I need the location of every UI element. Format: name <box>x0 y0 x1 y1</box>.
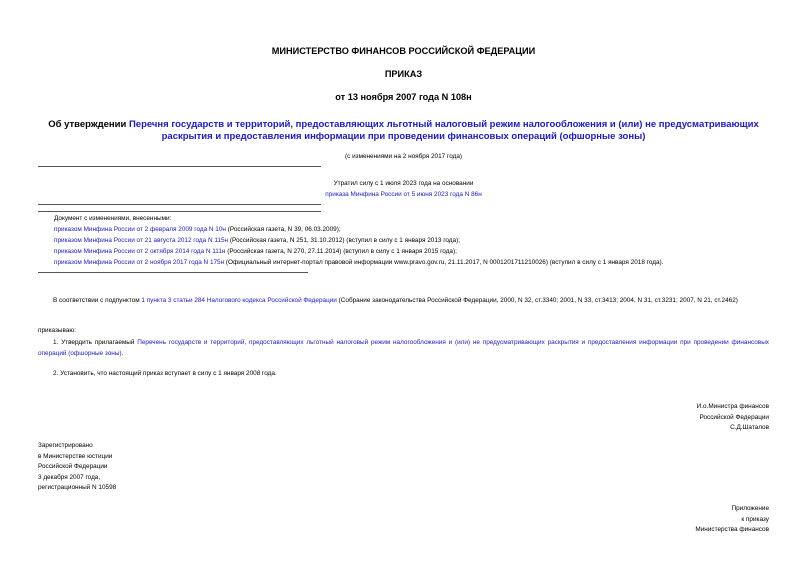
amendment-link[interactable]: приказом Минфина России от 21 августа 2012 года N 115н <box>54 237 229 244</box>
preamble-start: В соответствии с подпунктом <box>53 297 142 304</box>
amendment-link[interactable]: приказом Минфина России от 2 ноября 2017 года N 175н <box>54 259 225 266</box>
signature-block <box>697 402 769 434</box>
item1-start: 1. Утвердить прилагаемый <box>53 339 138 346</box>
registration-line: Российской Федерации <box>38 463 108 470</box>
divider <box>38 166 321 167</box>
amendment-text: (Российская газета, N 270, 27.11.2014) (вступил в силу с 1 января 2015 года); <box>225 248 457 255</box>
item1-end: . <box>121 349 124 357</box>
amendment-link[interactable]: приказом Минфина России от 2 октября 2014 года N 111н <box>54 248 226 255</box>
title-link[interactable]: Перечня государств и территорий, предоставляющих льготный налоговый режим налогообложения и (или) не предусматривающих раскрытия и предоставления информации при проведении финансовых операций (офшорные зоны) <box>128 119 759 142</box>
amendments-intro: Документ с изменениями, внесенными: <box>54 215 172 222</box>
registration-line: 3 декабря 2007 года, <box>38 473 101 481</box>
amendment-item <box>54 247 457 257</box>
void-notice-text: Утратил силу с 1 июля 2023 года на основании <box>333 180 474 187</box>
doc-type-heading: ПРИКАЗ <box>384 69 423 79</box>
tax-code-link[interactable]: 1 пункта 3 статьи 284 Налогового кодекса Российской Федерации <box>141 297 337 304</box>
title-prefix: Об утверждении <box>48 119 129 130</box>
appendix-line: к приказу <box>741 515 769 523</box>
amendment-item <box>54 236 460 246</box>
amendment-link[interactable]: приказом Минфина России от 2 февраля 2009 года N 10н <box>54 226 226 233</box>
registration-block <box>38 441 116 494</box>
signature-line: И.о.Министра финансов <box>696 403 769 410</box>
amendment-item <box>54 258 663 268</box>
offshore-list-link[interactable]: Перечень государств и территорий, предоставляющих льготный налоговый режим налогообложения и (или) не предусматривающих раскрытия и предоставления информации при проведении финансовых операций (офшорные зоны) <box>38 339 769 357</box>
amendment-text: (Российская газета, N 251, 31.10.2012) (вступил в силу с 1 января 2013 года); <box>228 237 460 244</box>
void-notice-link[interactable]: приказа Минфина России от 5 июня 2023 года N 86н <box>325 191 482 198</box>
signature-line: Российской Федерации <box>699 413 769 421</box>
divider <box>38 272 308 273</box>
changes-note: (с изменениями на 2 ноября 2017 года) <box>344 153 463 160</box>
ministry-heading: МИНИСТЕРСТВО ФИНАНСОВ РОССИЙСКОЙ ФЕДЕРАЦИИ <box>271 46 536 56</box>
amendment-text: (Официальный интернет-портал правовой информации www.pravo.gov.ru, 21.11.2017, N 0001201711210026) (вступил в силу с 1 января 2018 года). <box>224 259 664 266</box>
doc-date-heading: от 13 ноября 2007 года N 108н <box>335 92 472 102</box>
item2-paragraph: 2. Установить, что настоящий приказ вступает в силу с 1 января 2008 года. <box>53 370 277 377</box>
preamble-paragraph <box>38 296 769 307</box>
appendix-line: Приложение <box>731 505 769 512</box>
registration-line: в Министерстве юстиции <box>38 452 113 460</box>
appendix-line: Министерства финансов <box>695 526 769 533</box>
registration-line: Зарегистрировано <box>38 442 93 449</box>
amendment-text: (Российская газета, N 39, 06.03.2009); <box>225 226 341 233</box>
signature-line: С.Д.Шаталов <box>730 424 769 431</box>
divider <box>38 211 321 212</box>
registration-line: регистрационный N 10598 <box>38 484 117 491</box>
amendment-item <box>54 225 341 235</box>
preamble-end: (Собрание законодательства Российской Федерации, 2000, N 32, ст.3340; 2001, N 33, ст.3413; 2004, N 31, ст.3231; 2007, N 21, ст.2462) <box>336 297 738 304</box>
document-title <box>38 119 769 143</box>
item1-paragraph <box>38 338 769 359</box>
appendix-block <box>695 504 769 536</box>
order-word: приказываю: <box>38 327 76 334</box>
divider <box>38 204 321 205</box>
